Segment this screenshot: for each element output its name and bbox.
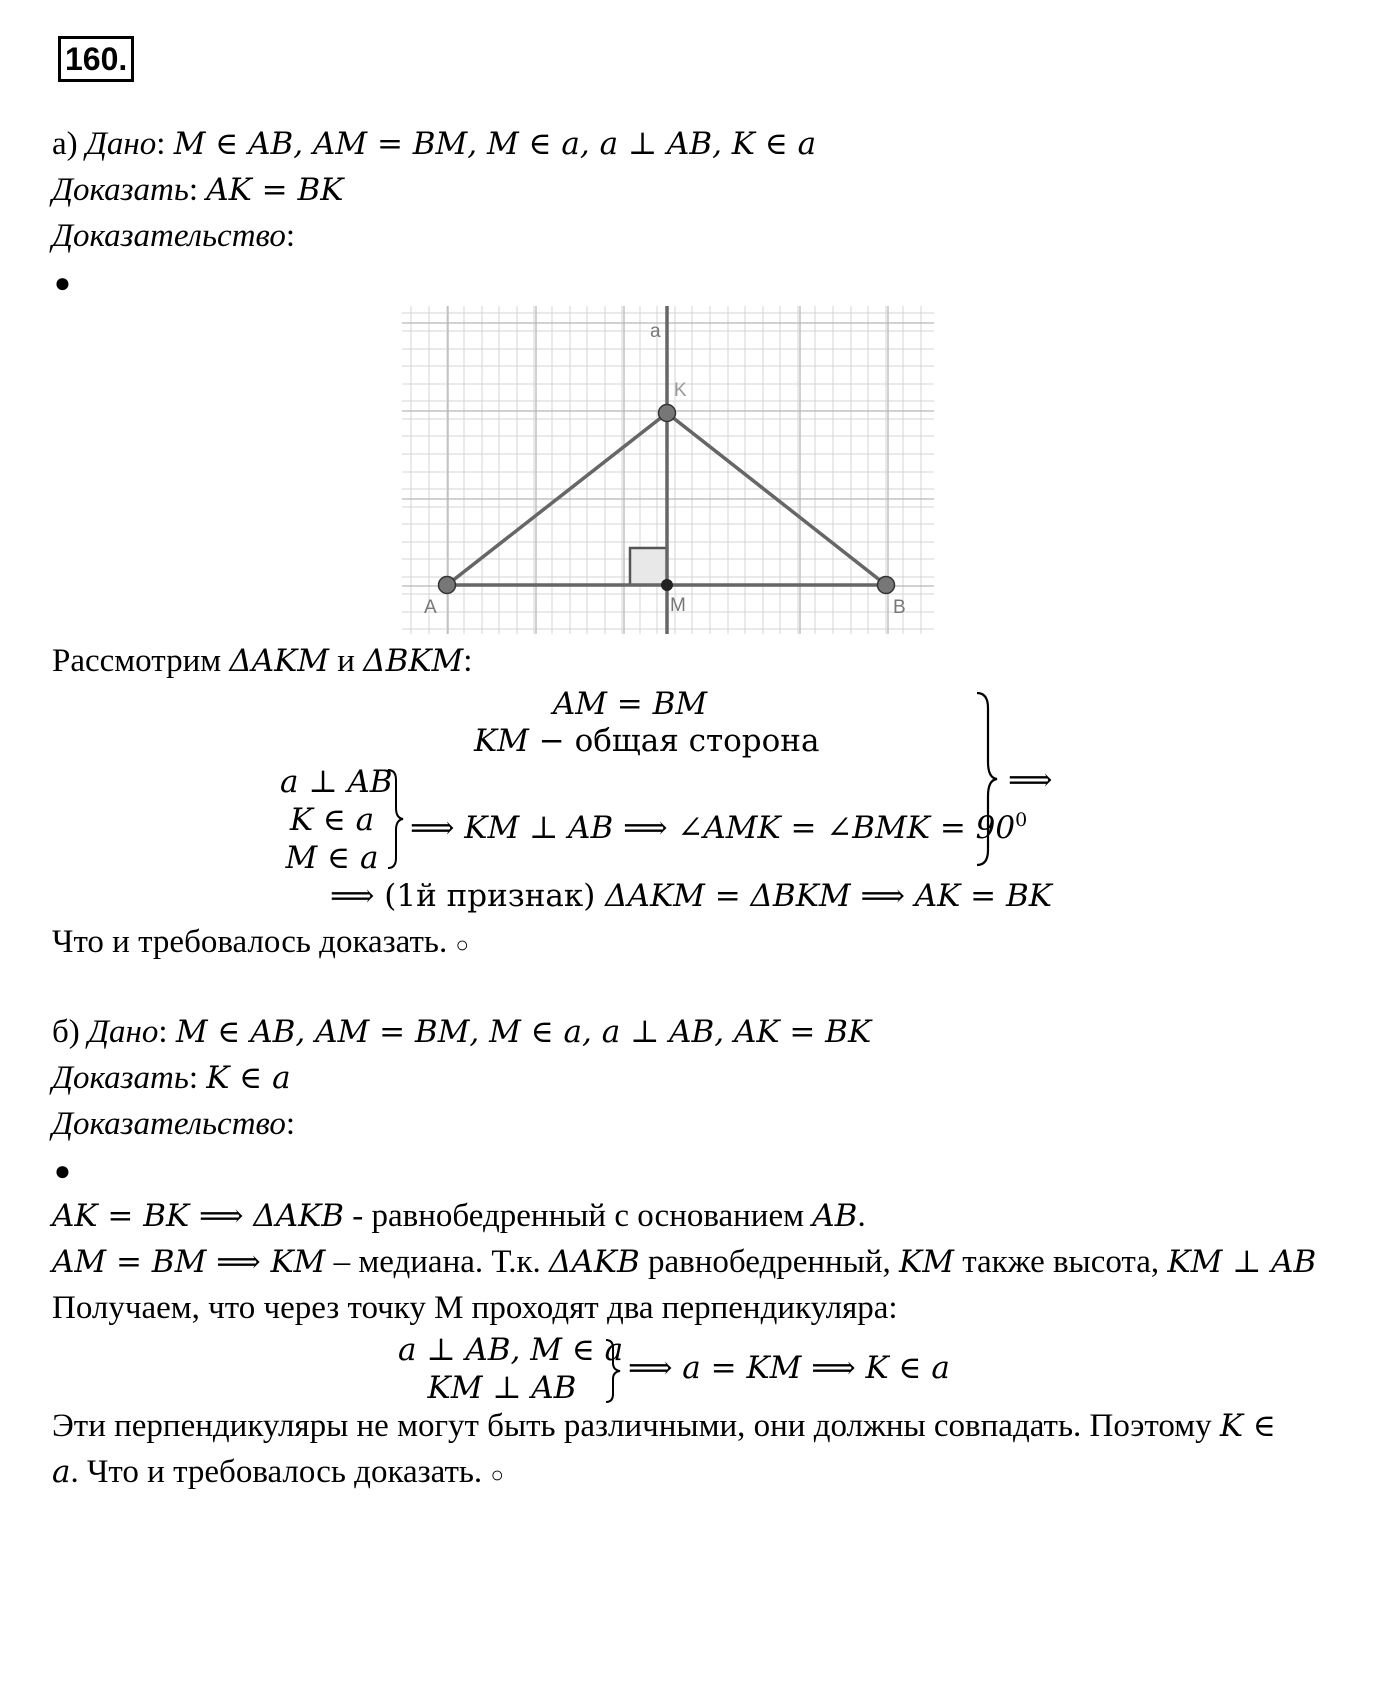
- point-b: [878, 577, 895, 594]
- qed-mark-a: ○: [455, 932, 469, 957]
- am-bm-line: [430, 684, 830, 724]
- am-bm-math: AM = BM: [552, 686, 708, 722]
- qed-line-b: [52, 1452, 504, 1495]
- sys-b-result: ⟹ a = KM ⟹ K ∈ a: [628, 1350, 950, 1386]
- sys-b-1: a ⊥ AB, M ∈ a: [398, 1332, 624, 1368]
- qed-line-a: [52, 922, 469, 965]
- label-a: A: [424, 597, 437, 618]
- degree-superscript: 0: [1015, 809, 1028, 831]
- isosceles-word: равнобедренный,: [639, 1244, 900, 1280]
- qed-mark-b: ○: [490, 1462, 504, 1487]
- k-in: K ∈: [1219, 1408, 1276, 1444]
- sys-a-2: K ∈ a: [289, 802, 375, 838]
- sys-b-result-line: [628, 1348, 950, 1388]
- km-ref: KM: [899, 1244, 954, 1280]
- sys-b-2: KM ⊥ AB: [427, 1370, 577, 1406]
- coincide-text: Эти перпендикуляры не могут быть различными, они должны совпадать. Поэтому: [52, 1408, 1220, 1444]
- conclusion-line: [330, 876, 1052, 916]
- sys-a-1: a ⊥ AB: [280, 764, 393, 800]
- proof-label: Доказательство: [52, 218, 286, 254]
- given-label-b: Дано: [88, 1014, 159, 1050]
- given-math: M ∈ AB, AM = BM, M ∈ a, a ⊥ AB, K ∈ a: [173, 126, 817, 162]
- conclusion-arrow: ⟹: [330, 878, 385, 914]
- point-a: [439, 577, 456, 594]
- sys-a-line1: [280, 762, 393, 802]
- point-k: [659, 405, 676, 422]
- sys-a-line3: [280, 838, 384, 878]
- bullet-a: ●: [54, 268, 71, 299]
- proof-line-b: Доказательство:: [52, 1106, 296, 1142]
- consider-triangle-2: ΔBKM: [363, 643, 464, 679]
- prove-label-b: Доказать: [52, 1060, 189, 1096]
- right-angle-mark: [630, 548, 667, 585]
- proof-label-b: Доказательство: [52, 1106, 286, 1142]
- isosceles-text: - равнобедренный с основанием: [344, 1198, 813, 1234]
- coincide-line: [52, 1406, 1276, 1446]
- qed-text-b: . Что и требовалось доказать.: [70, 1454, 491, 1490]
- prove-math-b: K ∈ a: [206, 1060, 291, 1096]
- km-perp-ab: KM ⊥ AB: [1167, 1244, 1317, 1280]
- small-brace-a: [386, 768, 406, 870]
- consider-line: [52, 641, 472, 681]
- consider-triangle-1: ΔAKM: [229, 643, 330, 679]
- given-prefix: а): [52, 126, 86, 162]
- sys-b-line1: [398, 1330, 624, 1370]
- sys-a-3: M ∈ a: [285, 840, 379, 876]
- isosceles-line: [52, 1196, 866, 1236]
- median-line: [52, 1242, 1316, 1282]
- implies-arrow: ⟹: [1008, 762, 1053, 798]
- conclusion-criterion: (1й признак): [384, 878, 606, 914]
- proof-line-a: Доказательство:: [52, 218, 296, 254]
- given-math-b: M ∈ AB, AM = BM, M ∈ a, a ⊥ AB, AK = BK: [175, 1014, 872, 1050]
- label-b: B: [893, 597, 906, 618]
- two-perpendiculars-line: [52, 1288, 898, 1328]
- prove-math: AK = BK: [206, 172, 344, 208]
- problem-number: 160.: [58, 36, 134, 82]
- conclusion-math: ΔAKM = ΔBKM ⟹ AK = BK: [605, 878, 1052, 914]
- qed-text-a: Что и требовалось доказать.: [52, 924, 456, 960]
- triangle-akb: ΔAKB: [549, 1244, 640, 1280]
- sys-b-line2: [398, 1368, 606, 1408]
- period: .: [857, 1198, 866, 1234]
- height-text: также высота,: [953, 1244, 1168, 1280]
- median-math: AM = BM ⟹ KM: [52, 1244, 326, 1280]
- bullet-b: ●: [54, 1156, 71, 1187]
- km-common-line: [474, 721, 819, 761]
- isosceles-math: AK = BK ⟹ ΔAKB: [52, 1198, 345, 1234]
- sys-a-result: ⟹ KM ⊥ AB ⟹ ∠AMK = ∠BMK = 90: [410, 810, 1016, 846]
- consider-colon: :: [463, 643, 473, 679]
- two-perpendiculars-text: Получаем, что через точку М проходят два перпендикуляра:: [52, 1290, 898, 1326]
- sys-a-line2: [280, 800, 384, 840]
- common-side-text: − общая сторона: [528, 723, 820, 759]
- sys-a-result-line: [410, 800, 1027, 848]
- base-ab: AB: [812, 1198, 858, 1234]
- median-text: – медиана. Т.к.: [325, 1244, 550, 1280]
- label-line-a: a: [650, 321, 661, 342]
- consider-and: и: [329, 643, 364, 679]
- given-label: Дано: [85, 126, 157, 162]
- given-prefix-b: б): [52, 1014, 89, 1050]
- small-brace-b: [604, 1338, 624, 1404]
- given-line-b: б) Дано: M ∈ AB, AM = BM, M ∈ a, a ⊥ AB, AK = BK: [52, 1014, 872, 1050]
- label-k: K: [674, 380, 687, 401]
- triangle-figure: [402, 306, 934, 634]
- prove-label: Доказать: [52, 172, 189, 208]
- prove-line-b: Доказать: K ∈ a: [52, 1060, 291, 1096]
- label-m: M: [670, 595, 686, 616]
- given-line-a: а) Дано: M ∈ AB, AM = BM, M ∈ a, a ⊥ AB, K ∈ a: [52, 126, 817, 162]
- consider-text: Рассмотрим: [52, 643, 230, 679]
- point-m: [661, 579, 673, 591]
- big-brace-a: [974, 690, 1000, 868]
- km-math: KM: [474, 723, 529, 759]
- line-a-ref: a: [52, 1454, 71, 1490]
- implies-after-brace: [1008, 760, 1052, 800]
- prove-line-a: Доказать: AK = BK: [52, 172, 344, 208]
